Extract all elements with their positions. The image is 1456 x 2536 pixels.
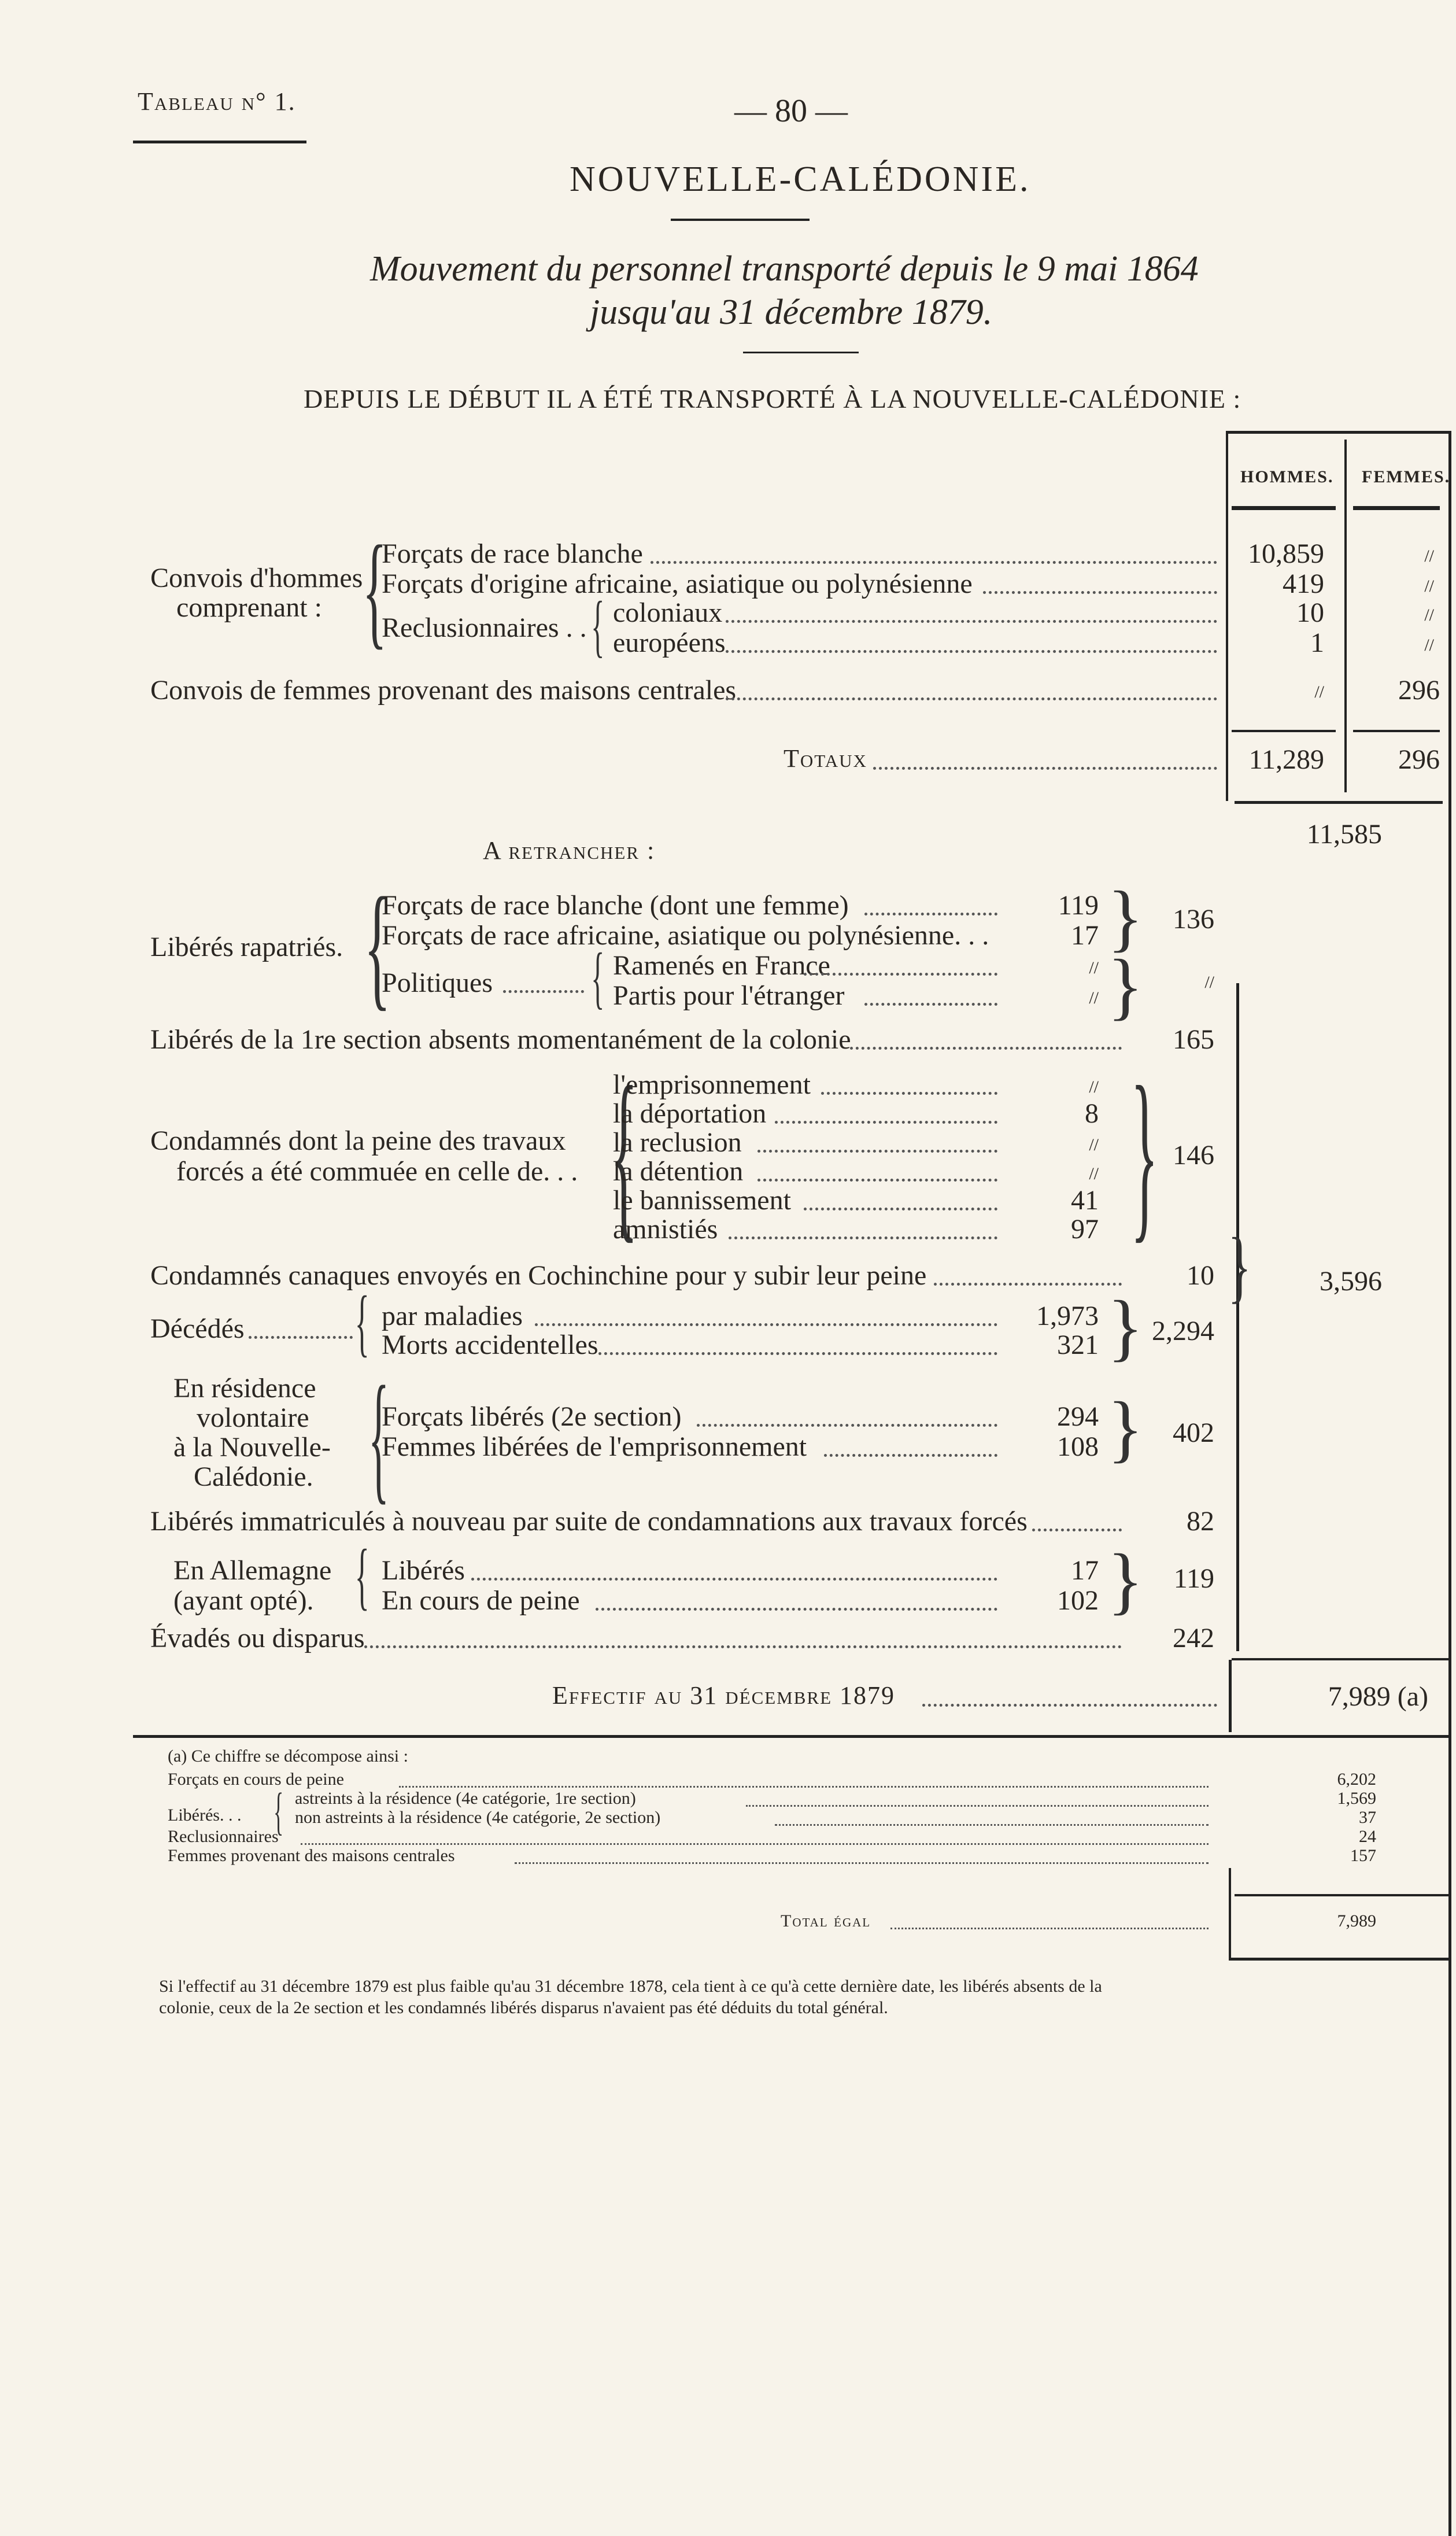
evades-value: 242	[1173, 1623, 1214, 1653]
rapatries-brace: {	[364, 869, 391, 1022]
allemagne-label-1: En Allemagne	[173, 1555, 332, 1586]
immatricules-value: 82	[1187, 1506, 1214, 1537]
canaques-label: Condamnés canaques envoyés en Cochinchine pour y subir leur peine	[150, 1260, 927, 1291]
footnote-row-label: Reclusionnaires	[168, 1827, 279, 1846]
reclusionnaires-label: Reclusionnaires . .	[382, 612, 587, 643]
retrancher-total: 3,596	[1320, 1266, 1382, 1297]
politiques-sum: //	[1204, 973, 1214, 992]
footnote-row-label: astreints à la résidence (4e catégorie, 1re section)	[295, 1789, 636, 1808]
leader-dots	[804, 1208, 997, 1210]
leader-dots	[983, 591, 1217, 594]
politiques-label: Politiques	[382, 968, 493, 998]
leader-dots	[873, 767, 1217, 770]
condamnes-row-label: la déportation	[613, 1098, 767, 1129]
femmes-value: //	[1424, 606, 1434, 625]
allemagne-row-value: 102	[1057, 1585, 1099, 1616]
decedes-row-label: par maladies	[382, 1301, 523, 1331]
leader-dots	[804, 973, 997, 976]
decedes-label: Décédés	[150, 1313, 245, 1344]
header-rule	[133, 141, 306, 143]
decedes-row-value: 1,973	[1036, 1301, 1099, 1331]
residence-row-value: 108	[1057, 1431, 1099, 1462]
retrancher-total-brace: }	[1228, 1221, 1251, 1311]
leader-dots	[471, 1578, 997, 1581]
convois-row-label: Forçats d'origine africaine, asiatique ou polynésienne	[382, 569, 973, 599]
leader-dots	[598, 1352, 997, 1355]
residence-brace: {	[368, 1357, 389, 1517]
leader-dots	[850, 1047, 1122, 1050]
footnote-total-value: 7,989	[1337, 1911, 1376, 1930]
residence-row-label: Forçats libérés (2e section)	[382, 1401, 682, 1432]
leader-dots	[596, 1608, 997, 1611]
leader-dots	[249, 1336, 353, 1339]
hommes-head-rule	[1232, 506, 1336, 510]
hommes-value: //	[1314, 682, 1324, 702]
footnote-row-value: 24	[1359, 1827, 1376, 1846]
politiques-close-brace: }	[1107, 944, 1144, 1028]
effectif-value: 7,989 (a)	[1328, 1681, 1428, 1712]
rapatries-row-value: //	[1089, 958, 1099, 977]
section1-value: 165	[1173, 1024, 1214, 1055]
femmes-value: //	[1424, 636, 1434, 655]
reclusionnaires-brace: {	[591, 587, 605, 664]
rapatries-row-label: Forçats de race africaine, asiatique ou polynésienne. . .	[382, 920, 989, 951]
leader-dots	[729, 1236, 997, 1239]
hommes-value: 10,859	[1248, 538, 1324, 569]
leader-dots	[864, 913, 997, 916]
residence-row-value: 294	[1057, 1401, 1099, 1432]
allemagne-label-2: (ayant opté).	[173, 1585, 314, 1616]
totaux-femmes: 296	[1398, 744, 1440, 775]
leader-dots	[824, 1454, 997, 1457]
column-rule-middle	[1344, 440, 1347, 792]
condamnes-row-label: amnistiés	[613, 1214, 718, 1245]
rapatries-row-label: Forçats de race blanche (dont une femme)	[382, 890, 849, 921]
leader-dots	[757, 1150, 997, 1153]
leader-dots	[399, 1786, 1209, 1788]
femmes-value: 296	[1398, 675, 1440, 706]
femmes-head-rule	[1353, 506, 1440, 510]
columns-top-rule	[1226, 431, 1451, 434]
leader-dots	[934, 1283, 1122, 1286]
femmes-total-rule	[1353, 730, 1440, 732]
totaux-rule	[1235, 801, 1443, 804]
leader-dots	[364, 1645, 1122, 1648]
rapatries-sum: 136	[1173, 904, 1214, 935]
tableau-label: Tableau n° 1.	[138, 87, 296, 116]
rapatries-row-value: 17	[1071, 920, 1099, 951]
decedes-row-value: 321	[1057, 1330, 1099, 1360]
column-head-femmes: FEMMES.	[1362, 467, 1451, 486]
leader-dots	[922, 1704, 1217, 1707]
femmes-value: //	[1424, 577, 1434, 596]
residence-row-label: Femmes libérées de l'emprisonnement	[382, 1431, 807, 1462]
footnote-total-label: Total égal	[781, 1911, 871, 1930]
residence-label-line: Calédonie.	[194, 1461, 313, 1492]
convois-group-label-2: comprenant :	[176, 592, 322, 623]
section-heading: DEPUIS LE DÉBUT IL A ÉTÉ TRANSPORTÉ À LA NOUVELLE-CALÉDONIE :	[304, 384, 1241, 414]
leader-dots	[301, 1843, 1209, 1845]
column-rule-left	[1226, 431, 1228, 801]
residence-label-line: En résidence	[173, 1373, 316, 1404]
femmes-value: //	[1424, 547, 1434, 566]
retrancher-heading: A retrancher :	[483, 836, 656, 865]
footnote-row-value: 37	[1359, 1808, 1376, 1827]
leader-dots	[821, 1092, 997, 1095]
canaques-value: 10	[1187, 1260, 1214, 1291]
footnote-box-left	[1229, 1868, 1231, 1961]
rapatries-row-value: 119	[1058, 890, 1099, 921]
decedes-row-label: Morts accidentelles	[382, 1330, 598, 1360]
leader-dots	[726, 650, 1217, 653]
column-head-hommes: HOMMES.	[1240, 467, 1334, 486]
footnote-top-rule	[133, 1735, 1451, 1738]
leader-dots	[726, 620, 1217, 623]
subtitle-rule	[743, 352, 859, 353]
decedes-brace: {	[354, 1281, 369, 1364]
effectif-label: Effectif au 31 décembre 1879	[552, 1681, 896, 1710]
grand-total: 11,585	[1306, 819, 1382, 850]
condamnes-row-value: //	[1089, 1164, 1099, 1183]
allemagne-row-label: En cours de peine	[382, 1585, 580, 1616]
residence-close-brace: }	[1107, 1387, 1144, 1470]
footnote-row-value: 157	[1350, 1846, 1376, 1865]
allemagne-row-value: 17	[1071, 1555, 1099, 1586]
subtitle-line-2: jusqu'au 31 décembre 1879.	[590, 293, 993, 332]
politiques-brace: {	[591, 939, 605, 1016]
residence-label-line: volontaire	[197, 1402, 309, 1433]
leader-dots	[757, 1179, 997, 1182]
allemagne-sum: 119	[1173, 1563, 1214, 1594]
condamnes-label-1: Condamnés dont la peine des travaux	[150, 1125, 566, 1156]
footnote-row-label: Femmes provenant des maisons centrales	[168, 1846, 455, 1865]
leader-dots	[864, 1003, 997, 1006]
retrancher-bracket-line	[1236, 983, 1239, 1651]
totaux-hommes: 11,289	[1248, 744, 1324, 775]
subtitle-line-1: Mouvement du personnel transporté depuis le 9 mai 1864	[370, 249, 1199, 289]
leader-dots	[775, 1121, 997, 1124]
leader-dots	[775, 1824, 1209, 1826]
convois-brace: {	[362, 519, 387, 660]
convois-row-label: européens	[613, 627, 726, 658]
totaux-label: Totaux	[784, 744, 867, 773]
hommes-value: 1	[1310, 627, 1324, 658]
condamnes-row-value: //	[1089, 1135, 1099, 1154]
leader-dots	[515, 1862, 1209, 1864]
footnote-total-rule	[1235, 1894, 1448, 1896]
condamnes-row-value: //	[1089, 1077, 1099, 1097]
effectif-rule	[1232, 1658, 1451, 1660]
femmes-convoi-label: Convois de femmes provenant des maisons centrales	[150, 675, 737, 706]
leader-dots	[651, 561, 1217, 564]
note-line-1: Si l'effectif au 31 décembre 1879 est plus faible qu'au 31 décembre 1878, cela tient à ce qu'à cette dernière date, les libérés absents de la	[159, 1977, 1102, 1996]
page-title: NOUVELLE-CALÉDONIE.	[570, 160, 1031, 199]
leader-dots	[726, 697, 1217, 700]
condamnes-row-label: le bannissement	[613, 1185, 791, 1216]
footnote-brace: {	[273, 1783, 284, 1840]
title-rule	[671, 219, 810, 221]
leader-dots	[746, 1805, 1209, 1807]
leader-dots	[503, 990, 584, 993]
condamnes-row-value: 41	[1071, 1185, 1099, 1216]
rapatries-row-label: Partis pour l'étranger	[613, 980, 845, 1011]
decedes-sum: 2,294	[1152, 1316, 1214, 1346]
residence-label-line: à la Nouvelle-	[173, 1432, 331, 1463]
condamnes-row-label: la détention	[613, 1156, 744, 1187]
hommes-total-rule	[1232, 730, 1336, 732]
residence-sum: 402	[1173, 1417, 1214, 1448]
immatricules-label: Libérés immatriculés à nouveau par suite de condamnations aux travaux forcés	[150, 1506, 1028, 1537]
rapatries-close-brace: }	[1107, 876, 1144, 959]
leader-dots	[697, 1424, 997, 1427]
allemagne-close-brace: }	[1107, 1539, 1144, 1622]
rapatries-row-label: Ramenés en France	[613, 950, 830, 981]
decedes-close-brace: }	[1107, 1286, 1144, 1369]
evades-label: Évadés ou disparus	[150, 1623, 365, 1653]
condamnes-brace: {	[610, 1048, 638, 1259]
hommes-value: 419	[1283, 569, 1324, 599]
leader-dots	[1032, 1529, 1122, 1531]
leader-dots	[535, 1323, 997, 1326]
section1-label: Libérés de la 1re section absents momentanément de la colonie	[150, 1024, 851, 1055]
condamnes-row-label: l'emprisonnement	[613, 1069, 811, 1100]
rapatries-row-value: //	[1089, 988, 1099, 1007]
convois-row-label: Forçats de race blanche	[382, 538, 643, 569]
hommes-value: 10	[1296, 597, 1324, 628]
condamnes-row-label: la reclusion	[613, 1127, 742, 1158]
footnote-row-value: 6,202	[1337, 1770, 1376, 1789]
page-number: — 80 —	[734, 93, 848, 129]
footnote-row-value: 1,569	[1337, 1789, 1376, 1808]
footnote-bottom-rule	[1229, 1958, 1451, 1961]
note-line-2: colonie, ceux de la 2e section et les condamnés libérés disparus n'avaient pas été déduits du total général.	[159, 1998, 888, 2017]
condamnes-close-brace: }	[1130, 1048, 1158, 1259]
effectif-box-left	[1229, 1660, 1232, 1732]
leader-dots	[890, 1928, 1209, 1929]
convois-row-label: coloniaux	[613, 597, 723, 628]
footnote-liberes: Libérés. . .	[168, 1806, 242, 1825]
footnote-row-label: Forçats en cours de peine	[168, 1770, 344, 1789]
condamnes-sum: 146	[1173, 1140, 1214, 1171]
condamnes-row-value: 97	[1071, 1214, 1099, 1245]
allemagne-brace: {	[354, 1534, 369, 1618]
footnote-row-label: non astreints à la résidence (4e catégorie, 2e section)	[295, 1808, 661, 1827]
convois-group-label-1: Convois d'hommes	[150, 563, 363, 593]
allemagne-row-label: Libérés	[382, 1555, 465, 1586]
footnote-intro: (a) Ce chiffre se décompose ainsi :	[168, 1747, 408, 1766]
column-rule-right	[1448, 431, 1451, 2536]
liberes-rapatries-label: Libérés rapatriés.	[150, 932, 343, 962]
condamnes-row-value: 8	[1085, 1098, 1099, 1129]
condamnes-label-2: forcés a été commuée en celle de. . .	[176, 1156, 578, 1187]
